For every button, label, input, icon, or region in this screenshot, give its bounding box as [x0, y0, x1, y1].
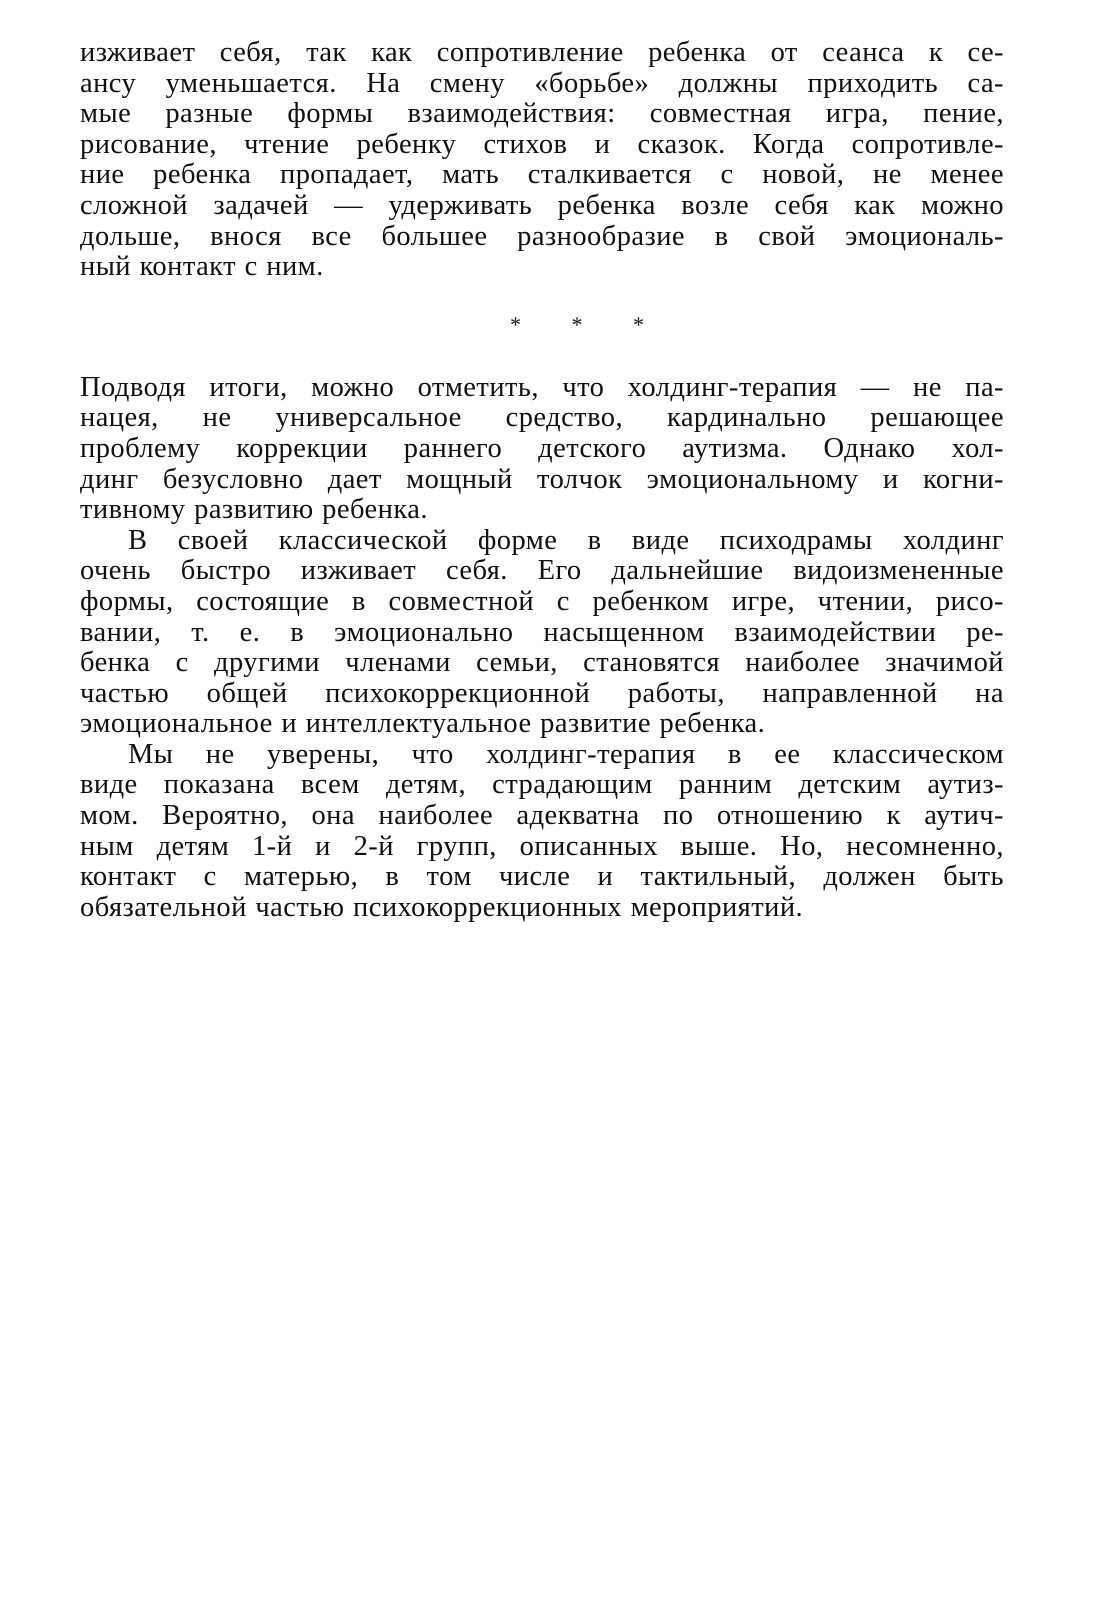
text-line: Мы не уверены, что холдинг-терапия в ее классическом [128, 738, 1004, 770]
text-line: сложной задачей — удерживать ребенка возле себя как можно [80, 189, 1004, 221]
text-line: виде показана всем детям, страдающим ранним детским аутиз- [80, 769, 1004, 801]
text-line: формы, состоящие в совместной с ребенком игре, чтении, рисо- [80, 585, 1004, 617]
text-line: рисование, чтение ребенку стихов и сказок. Когда сопротивле- [80, 128, 1004, 160]
page-text [80, 38, 1004, 923]
text-line: В своей классической форме в виде психодрамы холдинг [128, 524, 1004, 556]
paragraph-summary [80, 373, 1004, 526]
text-line: контакт с матерью, в том числе и тактильный, должен быть [80, 861, 1004, 893]
text-line: ансу уменьшается. На смену «борьбе» должны приходить са- [80, 67, 1004, 99]
text-line: мые разные формы взаимодействия: совместная игра, пение, [80, 98, 1004, 130]
text-line: изживает себя, так как сопротивление ребенка от сеанса к се- [80, 37, 1004, 68]
text-line: очень быстро изживает себя. Его дальнейшие видоизмененные [80, 555, 1004, 587]
text-line: тивному развитию ребенка. [80, 494, 428, 526]
text-line: ный контакт с ним. [80, 251, 324, 283]
paragraph-indications [80, 740, 1004, 924]
text-line: динг безусловно дает мощный толчок эмоциональному и когни- [80, 463, 1004, 495]
text-line: эмоциональное и интеллектуальное развитие ребенка. [80, 708, 766, 740]
text-line: проблему коррекции раннего детского аутизма. Однако хол- [80, 432, 1004, 464]
text-line: Подводя итоги, можно отметить, что холдинг-терапия — не па- [80, 371, 1004, 403]
text-line: нацея, не универсальное средство, кардинально решающее [80, 402, 1004, 434]
text-line: мом. Вероятно, она наиболее адекватна по отношению к аутич- [80, 800, 1004, 832]
text-line: частью общей психокоррекционной работы, направленной на [80, 677, 1004, 709]
text-line: бенка с другими членами семьи, становятся наиболее значимой [80, 647, 1004, 679]
text-line: ние ребенка пропадает, мать сталкивается с новой, не менее [80, 159, 1004, 191]
text-line: обязательной частью психокоррекционных мероприятий. [80, 891, 804, 923]
paragraph-continuation [80, 38, 1004, 283]
text-line: дольше, внося все большее разнообразие в свой эмоциональ- [80, 220, 1004, 252]
paragraph-classic-form [80, 526, 1004, 740]
text-line: ным детям 1-й и 2-й групп, описанных выше. Но, несомненно, [80, 830, 1004, 862]
text-line: вании, т. е. в эмоционально насыщенном взаимодействии ре- [80, 616, 1004, 648]
section-separator: * * * [510, 311, 666, 337]
